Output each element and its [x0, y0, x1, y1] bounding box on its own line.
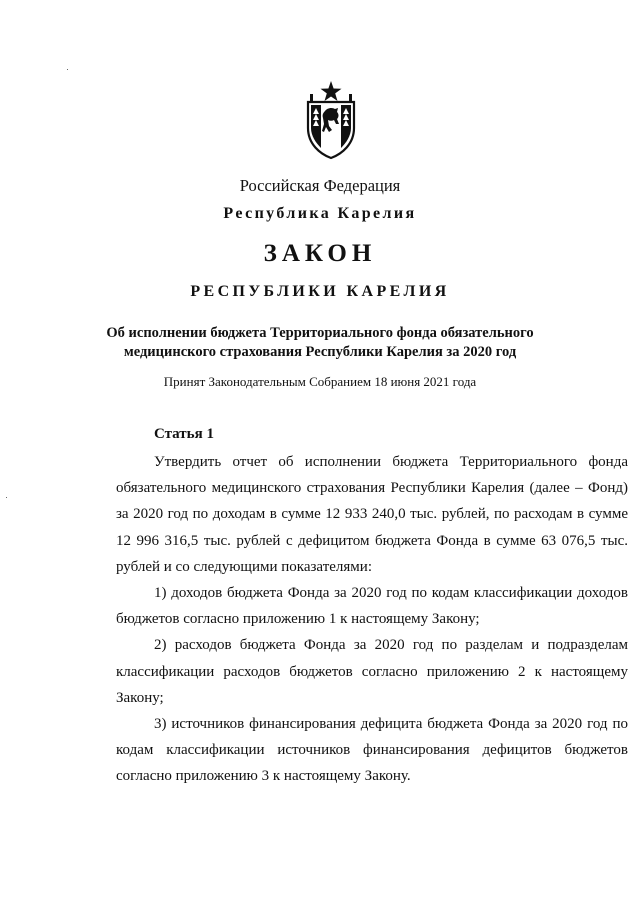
article-paragraph: Утвердить отчет об исполнении бюджета Территориального фонда обязательного медицинского страхования Республики Карелия (далее – Фонд) за 2020 год по доходам в сумме 12 933 240,0 тыс. рублей, по расходам в сумме 12 996 316,5 тыс. рублей с дефицитом бюджета Фонда в сумме 63 076,5 тыс. рублей и со следующими показателями: — [116, 454, 628, 575]
article-paragraph: 1) доходов бюджета Фонда за 2020 год по кодам классификации доходов бюджетов согласно приложению 1 к настоящему Закону; — [116, 585, 628, 628]
law-title: ЗАКОН — [263, 240, 377, 267]
adoption-note: Принят Законодательным Собранием 18 июня 2021 года — [163, 374, 477, 389]
scan-speck — [67, 69, 68, 70]
article-heading: Статья 1 — [154, 426, 214, 442]
star-icon — [321, 81, 342, 101]
republic-name: Республика Карелия — [223, 205, 417, 222]
country-name: Российская Федерация — [239, 176, 401, 195]
law-subtitle: РЕСПУБЛИКИ КАРЕЛИЯ — [190, 283, 450, 300]
scan-speck — [6, 497, 7, 498]
article-body — [116, 449, 628, 790]
article-paragraph: 3) источников финансирования дефицита бюджета Фонда за 2020 год по кодам классификации источников финансирования дефицитов бюджетов согласно приложению 3 к настоящему Закону. — [116, 716, 628, 785]
article-paragraph: 2) расходов бюджета Фонда за 2020 год по разделам и подразделам классификации расходов бюджетов согласно приложению 2 к настоящему Закону; — [116, 637, 628, 706]
document-title-line-1: Об исполнении бюджета Территориального фонда обязательного — [106, 325, 534, 341]
document-title — [0, 324, 640, 362]
document-title-line-2: медицинского страхования Республики Карелия за 2020 год — [123, 344, 517, 360]
karelia-coat-of-arms-icon — [302, 80, 360, 160]
